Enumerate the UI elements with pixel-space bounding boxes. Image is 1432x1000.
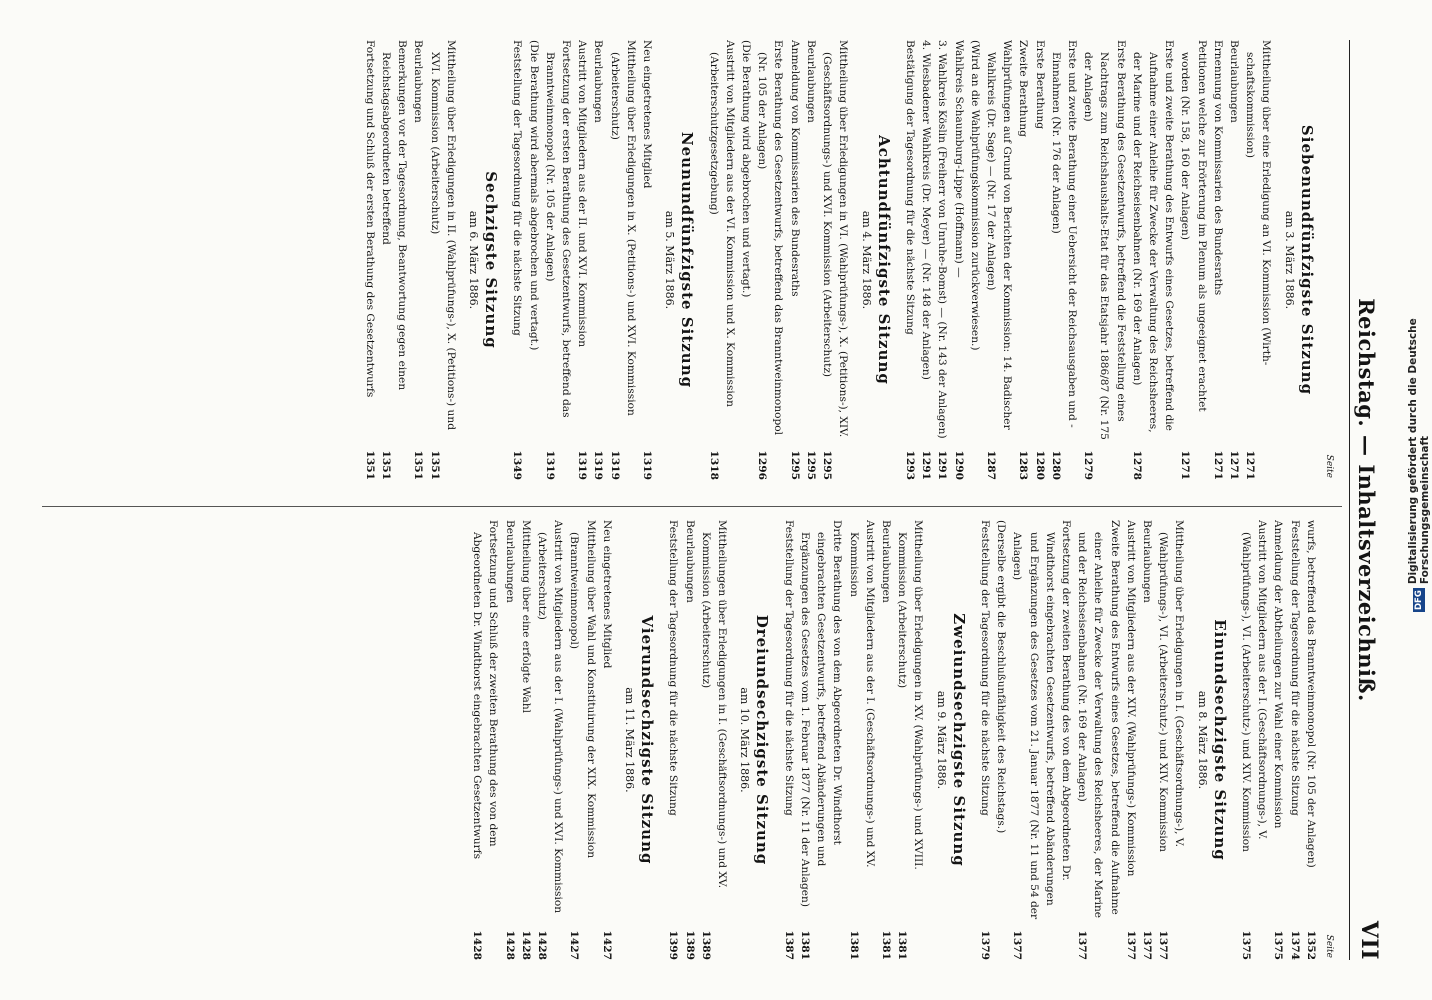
entry-text: Dritte Berathung des von dem Abgeordneten Dr. Windthorst eingebrachten Gesetzentwurfs, betreffend Abänderungen und Ergänzungen des Gesetzes vom 1. Februar 1877 (Nr. 11 der Anlagen) bbox=[798, 520, 844, 907]
index-entry bbox=[1226, 40, 1242, 480]
index-entry bbox=[1123, 520, 1139, 960]
index-entry bbox=[983, 40, 1015, 480]
index-entry bbox=[1139, 520, 1155, 960]
index-entry bbox=[797, 520, 846, 960]
entry-page-number: 1377 bbox=[1140, 930, 1153, 960]
entry-text: Beurlaubungen bbox=[879, 520, 892, 603]
index-entry bbox=[902, 40, 918, 480]
index-entry bbox=[574, 40, 590, 480]
index-entry bbox=[681, 520, 697, 960]
index-entry bbox=[698, 520, 730, 960]
entry-text: Beurlaubungen bbox=[1140, 520, 1153, 603]
index-entry bbox=[509, 40, 525, 480]
entry-page-number: 1296 bbox=[756, 450, 769, 480]
credit-text: Digitalisierung gefördert durch die Deutsche Forschungsgemeinschaft bbox=[1407, 318, 1431, 585]
index-entry bbox=[1177, 40, 1209, 480]
entry-page-number: 1377 bbox=[1124, 930, 1137, 960]
entry-text: Anmeldung der Abtheilungen zur Wahl einer Kommission bbox=[1272, 520, 1285, 829]
entry-text: (Derselbe ergibt die Beschlußunfähigkeit des Reichstags.) bbox=[995, 520, 1008, 834]
sitting-section bbox=[362, 40, 500, 480]
entry-page-number: 1379 bbox=[978, 930, 991, 960]
entry-text: Mittheilung über Erledigungen in X. (Petitions-) und XVI. Kommission (Arbeiterschutz) bbox=[608, 40, 637, 416]
entry-text: Ernennung von Kommissarien des Bundesraths bbox=[1211, 40, 1224, 296]
entry-text: Fortsetzung der zweiten Berathung des von dem Abgeordneten Dr. Windthorst eingebrachten Gesetzentwurfs, betreffend Abänderungen und Ergänzungen des Gesetzes vom 21. Januar 1877 (Nr. 11 und 54 der Anlagen) bbox=[1011, 520, 1072, 920]
index-entry bbox=[1080, 40, 1129, 480]
sitting-title: Zweiundsechzigste Sitzung bbox=[949, 613, 968, 867]
entry-text: 4. Wiesbadener Wahlkreis (Dr. Meyer) — (Nr. 148 der Anlagen) bbox=[920, 40, 933, 380]
entry-text: Beurlaubungen bbox=[503, 520, 516, 603]
entry-text: Anmeldung von Kommissarien des Bundesraths bbox=[788, 40, 801, 297]
index-entry bbox=[525, 40, 541, 480]
entry-page-number: 1271 bbox=[1211, 450, 1224, 480]
entry-page-number: 1387 bbox=[782, 930, 795, 960]
header-rule bbox=[1349, 40, 1350, 960]
entry-page-number: 1319 bbox=[608, 450, 621, 480]
entry-page-number: 1295 bbox=[821, 450, 834, 480]
sitting-date: am 6. März 1886. bbox=[467, 210, 481, 310]
index-entry bbox=[738, 40, 754, 480]
index-entry bbox=[534, 520, 566, 960]
index-entry bbox=[1015, 40, 1031, 480]
entry-page-number: 1427 bbox=[600, 930, 613, 960]
index-entry bbox=[469, 520, 501, 960]
entry-text: Beurlaubungen bbox=[412, 40, 425, 123]
entry-text: Beurlaubungen bbox=[804, 40, 817, 123]
entry-page-number: 1375 bbox=[1272, 930, 1285, 960]
entry-page-number: 1351 bbox=[428, 450, 441, 480]
entry-text: Bestätigung der Tagesordnung für die nächste Sitzung bbox=[903, 40, 916, 335]
entry-page-number: 1381 bbox=[879, 930, 892, 960]
entry-text: (Wird an die Wahlprüfungskommission zurückverwiesen.) bbox=[968, 40, 981, 351]
sitting-section bbox=[665, 520, 770, 960]
entry-page-number: 1428 bbox=[471, 930, 484, 960]
column-divider bbox=[42, 506, 1342, 507]
entry-text: Beurlaubungen bbox=[683, 520, 696, 603]
entry-page-number: 1377 bbox=[1157, 930, 1170, 960]
dfg-logo: DFG bbox=[1414, 590, 1424, 610]
sitting-section bbox=[509, 40, 695, 480]
sitting-section bbox=[469, 520, 655, 960]
entry-text: Erste Berathung des Gesetzentwurfs, betreffend das Branntweinmonopol (Nr. 105 der Anlagen) bbox=[756, 40, 785, 436]
entry-page-number: 1351 bbox=[380, 450, 393, 480]
index-entry bbox=[1210, 40, 1226, 480]
entry-text: (Die Berathung wird abgebrochen und vertagt.) bbox=[740, 40, 753, 298]
entry-page-number: 1375 bbox=[1239, 930, 1252, 960]
entry-page-number: 1283 bbox=[1017, 450, 1030, 480]
entry-page-number: 1291 bbox=[936, 450, 949, 480]
entry-page-number: 1271 bbox=[1179, 450, 1192, 480]
sitting-date: am 4. März 1886. bbox=[859, 210, 873, 310]
entry-page-number: 1318 bbox=[707, 450, 720, 480]
index-entry bbox=[378, 40, 410, 480]
entry-text: Wahlprüfungen auf Grund von Berichten der Kommission: 14. Badischer Wahlkreis (Dr. Sage) — (Nr. 17 der Anlagen) bbox=[984, 40, 1014, 430]
entry-page-number: 1319 bbox=[543, 450, 556, 480]
index-entry bbox=[754, 40, 786, 480]
running-head bbox=[1354, 40, 1394, 960]
entry-page-number: 1319 bbox=[592, 450, 605, 480]
sitting-title: Dreiundsechzigste Sitzung bbox=[753, 614, 772, 866]
entry-page-number: 1389 bbox=[683, 930, 696, 960]
index-entry bbox=[542, 40, 574, 480]
entry-page-number: 1428 bbox=[503, 930, 516, 960]
sitting-section bbox=[902, 40, 1315, 480]
sitting-title: Neunundfünfzigste Sitzung bbox=[678, 131, 697, 389]
index-entry bbox=[787, 40, 803, 480]
entry-text: Feststellung der Tagesordnung für die nächste Sitzung bbox=[782, 520, 795, 816]
index-entry bbox=[845, 520, 877, 960]
entry-text: Mittheilungen über Erledigungen in I. (Geschäftsordnungs-) und XV. Kommission (Arbeiterschutz) bbox=[699, 520, 729, 889]
sitting-date: am 9. März 1886. bbox=[934, 690, 948, 790]
entry-text: Beurlaubungen bbox=[592, 40, 605, 123]
entry-page-number: 1295 bbox=[788, 450, 801, 480]
sitting-section bbox=[977, 520, 1228, 960]
entry-page-number: 1352 bbox=[1304, 930, 1317, 960]
index-entry bbox=[566, 520, 598, 960]
digitization-credit bbox=[1407, 232, 1431, 612]
index-entry bbox=[1303, 520, 1319, 960]
index-entry bbox=[803, 40, 819, 480]
entry-text: Mittheilung über Erledigungen in I. (Geschäftsordnungs-), V. (Wahlprüfungs-), VI. (Arbeiterschutz-) und XIV. Kommission bbox=[1157, 520, 1186, 852]
index-entry bbox=[894, 520, 926, 960]
index-entry bbox=[410, 40, 426, 480]
index-entry bbox=[606, 40, 638, 480]
entry-page-number: 1280 bbox=[1049, 450, 1062, 480]
index-entry bbox=[967, 40, 983, 480]
folio: VII bbox=[1356, 920, 1382, 960]
entry-text: Austritt von Mitgliedern aus der I. (Geschäftsordnungs-) und XV. Kommission bbox=[847, 520, 876, 868]
entry-text: Fortsetzung und Schluß der ersten Berathung des Gesetzentwurfs bbox=[363, 40, 376, 398]
index-entry bbox=[590, 40, 606, 480]
entry-text: (Die Berathung wird abermals abgebrochen und vertagt.) bbox=[527, 40, 540, 351]
index-entry bbox=[518, 520, 534, 960]
entry-text: Feststellung der Tagesordnung für die nächste Sitzung bbox=[1288, 520, 1301, 816]
index-entry bbox=[1155, 520, 1187, 960]
entry-page-number: 1428 bbox=[519, 930, 532, 960]
sitting-title: Sechzigste Sitzung bbox=[482, 171, 501, 349]
entry-page-number: 1279 bbox=[1082, 450, 1095, 480]
index-entry bbox=[1031, 40, 1047, 480]
entry-text: Erste und zweite Berathung einer Uebersicht der Reichsausgaben und -Einnahmen (Nr. 176 der Anlagen) bbox=[1049, 40, 1078, 428]
index-entry bbox=[781, 520, 797, 960]
index-entry bbox=[934, 40, 950, 480]
entry-text: Beurlaubungen bbox=[1227, 40, 1240, 123]
index-entry bbox=[977, 520, 993, 960]
index-entry bbox=[878, 520, 894, 960]
entry-page-number: 1351 bbox=[363, 450, 376, 480]
entry-page-number: 1319 bbox=[576, 450, 589, 480]
index-entry bbox=[1048, 40, 1080, 480]
entry-text: Fortsetzung und Schluß der zweiten Berathung des von dem Abgeordneten Dr. Windthorst eingebrachten Gesetzentwurfs bbox=[471, 520, 500, 860]
entry-text: Mittheilung über eine Erledigung an VI. Kommission (Wirthschaftskommission) bbox=[1244, 40, 1273, 366]
entry-text: Mittheilung über Erledigungen in VI. (Wahlprüfungs-), X. (Petitions-), XIV. (Geschäftsordnungs-) und XVI. Kommission (Arbeiterschutz) bbox=[821, 40, 850, 438]
index-entry bbox=[950, 40, 966, 480]
entry-text: Austritt von Mitgliedern aus der II. und XVI. Kommission bbox=[576, 40, 589, 348]
entry-text: Erste und zweite Berathung des Entwurfs eines Gesetzes, betreffend die Aufnahme einer Anleihe für Zwecke der Verwaltung des Reichsheeres, der Marine und der Reichseisenbahnen (Nr. 169 der Anlagen) bbox=[1130, 40, 1176, 433]
entry-text: Feststellung der Tagesordnung für die nächste Sitzung bbox=[511, 40, 524, 336]
entry-page-number: 1349 bbox=[511, 450, 524, 480]
entry-text: Zweite Berathung des Entwurfs eines Gesetzes, betreffend die Aufnahme einer Anleihe für Zwecke der Verwaltung des Reichsheeres, der Marine und der Reichseisenbahnen (Nr. 169 der Anlagen) bbox=[1076, 520, 1121, 919]
sitting-date: am 11. März 1886. bbox=[623, 687, 637, 793]
entry-text: Mittheilung über Erledigungen in II. (Wahlprüfungs-), X. (Petitions-) und XVI. Kommission (Arbeiterschutz) bbox=[428, 40, 457, 430]
entry-text: Austritt von Mitgliedern aus der I. (Wahlprüfungs-) und XVI. Kommission (Arbeiterschutz) bbox=[536, 520, 565, 914]
index-entry bbox=[1286, 520, 1302, 960]
entry-page-number: 1278 bbox=[1130, 450, 1143, 480]
entry-text: Mittheilung über Wahl und Konstituirung der XIX. Kommission (Branntweinmonopol) bbox=[568, 520, 597, 859]
sitting-title: Einundsechzigste Sitzung bbox=[1210, 619, 1229, 861]
index-entry bbox=[362, 40, 378, 480]
index-entry bbox=[639, 40, 655, 480]
index-entry bbox=[819, 40, 851, 480]
sitting-title: Vierundsechzigste Sitzung bbox=[638, 615, 657, 865]
entry-page-number: 1377 bbox=[1076, 930, 1089, 960]
page-column-label: Seite bbox=[1324, 454, 1334, 478]
page-title: Reichstag. — Inhaltsverzeichniß. bbox=[1354, 298, 1379, 702]
index-entry bbox=[1009, 520, 1074, 960]
entry-text: wurfs, betreffend das Branntweinmonopol (Nr. 105 der Anlagen) bbox=[1304, 520, 1317, 868]
entry-text: Zweite Berathung bbox=[1017, 40, 1030, 137]
entry-page-number: 1381 bbox=[847, 930, 860, 960]
sitting-section bbox=[781, 520, 967, 960]
entry-page-number: 1389 bbox=[699, 930, 712, 960]
sitting-date: am 5. März 1886. bbox=[663, 210, 677, 310]
entry-text: Austritt von Mitgliedern aus der VI. Kommission und X. Kommission (Arbeiterschutzgesetzgebung) bbox=[707, 40, 736, 408]
sitting-date: am 10. März 1886. bbox=[738, 687, 752, 793]
entry-text: Feststellung der Tagesordnung für die nächste Sitzung bbox=[667, 520, 680, 816]
index-entry bbox=[1270, 520, 1286, 960]
entry-page-number: 1399 bbox=[667, 930, 680, 960]
entry-page-number: 1427 bbox=[568, 930, 581, 960]
index-entry bbox=[665, 520, 681, 960]
index-entry bbox=[993, 520, 1009, 960]
index-entry bbox=[501, 520, 517, 960]
entry-text: Bemerkungen vor der Tagesordnung, Beantwortung gegen einen Reichstagsabgeordneten betreffend bbox=[380, 40, 409, 391]
entry-page-number: 1287 bbox=[984, 450, 997, 480]
entry-page-number: 1271 bbox=[1244, 450, 1257, 480]
index-column-right bbox=[459, 520, 1337, 960]
entry-page-number: 1374 bbox=[1288, 930, 1301, 960]
entry-text: Wahlkreis Schaumburg-Lippe (Hoffmann) — bbox=[952, 40, 965, 278]
index-entry bbox=[426, 40, 458, 480]
entry-text: Mittheilung über Erledigungen in XV. (Wahlprüfungs-) und XVIII. Kommission (Arbeiterschutz) bbox=[896, 520, 925, 870]
entry-page-number: 1319 bbox=[641, 450, 654, 480]
entry-text: Erste Berathung des Gesetzentwurfs, betreffend die Feststellung eines Nachtrags zum Reichshaushalts-Etat für das Etatsjahr 1886/87 (Nr. 175 der Anlagen) bbox=[1082, 40, 1127, 440]
index-entry bbox=[1242, 40, 1274, 480]
entry-page-number: 1295 bbox=[804, 450, 817, 480]
entry-page-number: 1381 bbox=[896, 930, 909, 960]
entry-page-number: 1351 bbox=[412, 450, 425, 480]
entry-text: Neu eingetretenes Mitglied bbox=[600, 520, 613, 669]
entry-page-number: 1428 bbox=[536, 930, 549, 960]
index-entry bbox=[705, 40, 737, 480]
entry-text: Erste Berathung bbox=[1033, 40, 1046, 130]
entry-page-number: 1291 bbox=[920, 450, 933, 480]
entry-text: Austritt von Mitgliedern aus der I. (Geschäftsordnungs-), V. (Wahlprüfungs-), VI. (Arbeiterschutz-) und XIV. Kommission bbox=[1239, 520, 1269, 852]
sitting-section bbox=[1238, 520, 1319, 960]
sitting-section bbox=[705, 40, 891, 480]
index-entry bbox=[1238, 520, 1270, 960]
entry-text: Austritt von Mitgliedern aus der XIV. (Wahlprüfungs-) Kommission bbox=[1124, 520, 1137, 877]
index-entry bbox=[599, 520, 615, 960]
page-column-label: Seite bbox=[1324, 934, 1334, 958]
entry-text: Mittheilung über eine erfolgte Wahl bbox=[519, 520, 532, 714]
sitting-date: am 3. März 1886. bbox=[1282, 210, 1296, 310]
entry-text: Neu eingetretenes Mitglied bbox=[641, 40, 654, 189]
entry-page-number: 1280 bbox=[1033, 450, 1046, 480]
index-entry bbox=[1129, 40, 1178, 480]
entry-text: 3. Wahlkreis Köslin (Freiherr von Unruhe-Bomst) — (Nr. 143 der Anlagen) bbox=[936, 40, 949, 439]
entry-text: Fortsetzung der ersten Berathung des Gesetzentwurfs, betreffend das Branntweinmonopol (Nr. 105 der Anlagen) bbox=[543, 40, 573, 418]
entry-page-number: 1290 bbox=[952, 450, 965, 480]
entry-page-number: 1271 bbox=[1227, 450, 1240, 480]
entry-text: Feststellung der Tagesordnung für die nächste Sitzung bbox=[978, 520, 991, 816]
index-entry bbox=[918, 40, 934, 480]
sitting-title: Achtundfünfzigste Sitzung bbox=[874, 135, 893, 385]
index-entry bbox=[1074, 520, 1123, 960]
entry-page-number: 1381 bbox=[798, 930, 811, 960]
sitting-date: am 8. März 1886. bbox=[1195, 690, 1209, 790]
entry-text: Petitionen welche zur Erörterung im Plenum als ungeeignet erachtet worden (Nr. 158, 160 der Anlagen) bbox=[1179, 40, 1208, 412]
sitting-title: Siebenundfünfzigste Sitzung bbox=[1297, 124, 1316, 396]
index-column-left bbox=[352, 40, 1337, 480]
entry-page-number: 1377 bbox=[1011, 930, 1024, 960]
entry-page-number: 1293 bbox=[903, 450, 916, 480]
